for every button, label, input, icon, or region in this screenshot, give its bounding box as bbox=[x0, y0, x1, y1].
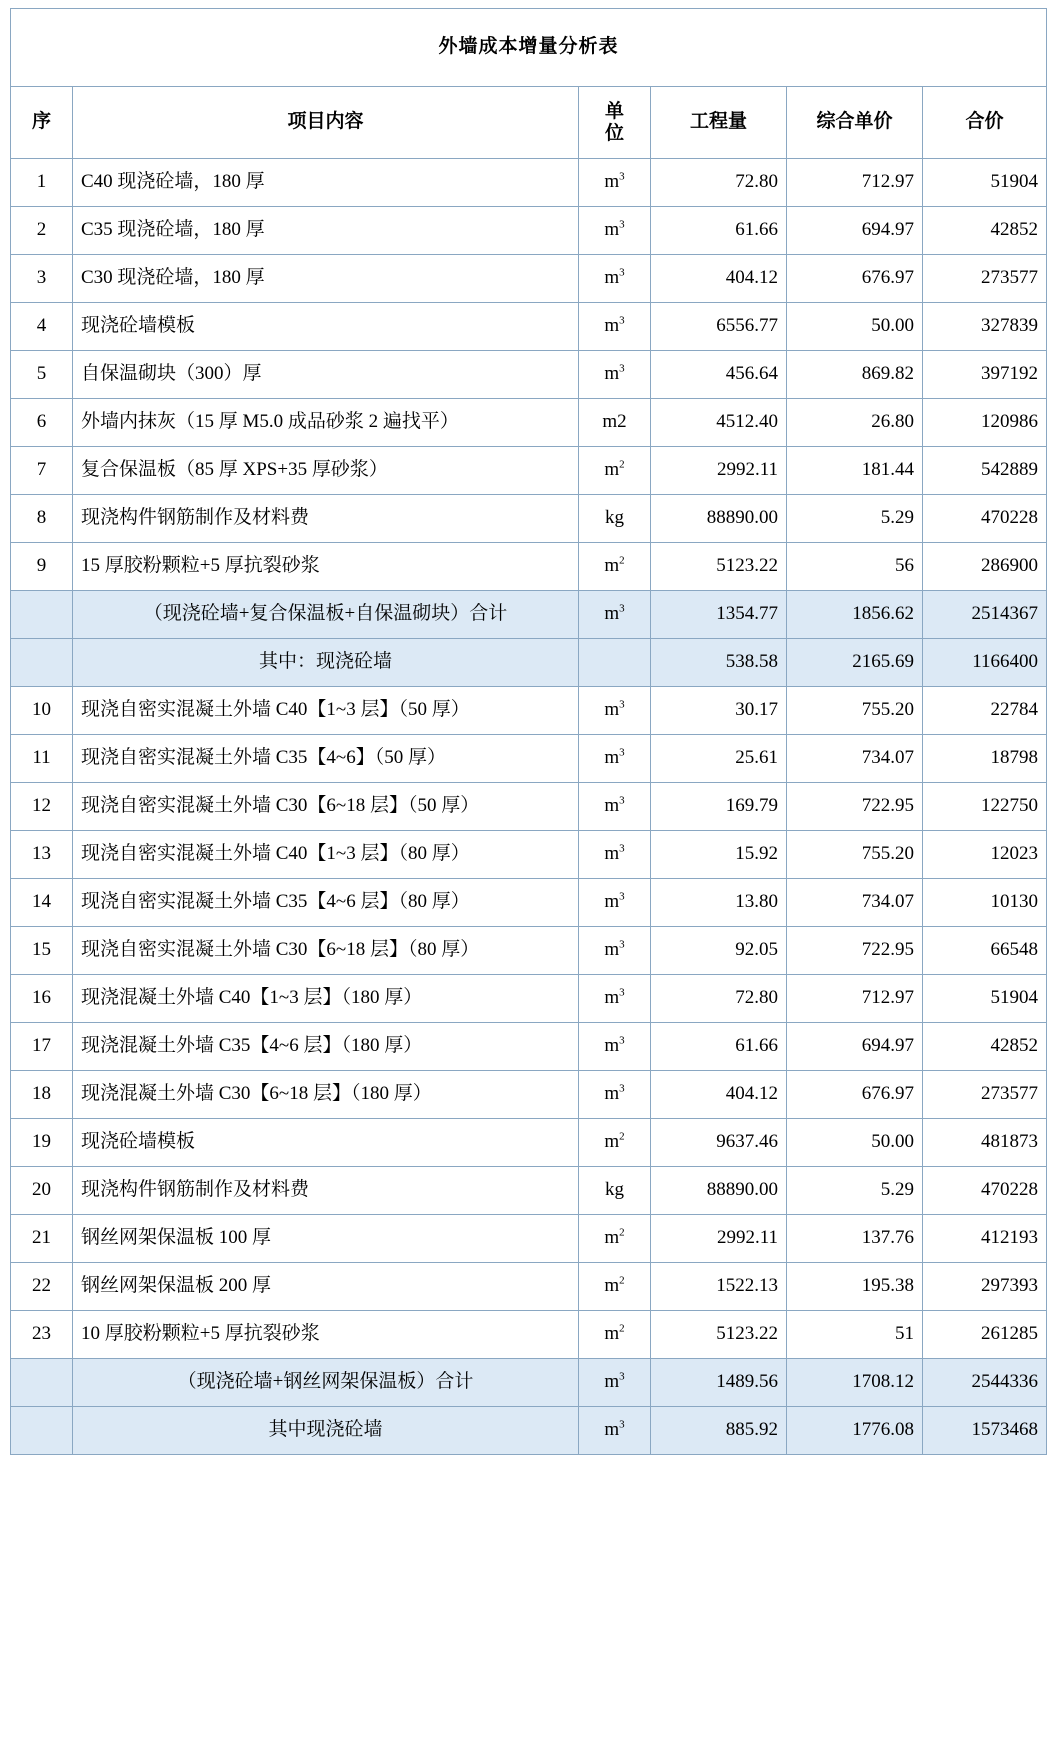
cell-quantity: 72.80 bbox=[651, 975, 787, 1023]
page-title: 外墙成本增量分析表 bbox=[11, 9, 1047, 87]
cell-unit-base: m bbox=[604, 1035, 620, 1057]
cell-unit bbox=[579, 879, 651, 927]
cell-seq: 14 bbox=[11, 879, 73, 927]
cell-seq: 21 bbox=[11, 1215, 73, 1263]
cell-quantity: 4512.40 bbox=[651, 399, 787, 447]
table-body bbox=[11, 9, 1047, 1455]
cell-total: 18798 bbox=[923, 735, 1047, 783]
cell-unit-base: m bbox=[604, 315, 620, 337]
cell-unit bbox=[579, 351, 651, 399]
cell-total: 12023 bbox=[923, 831, 1047, 879]
cell-unit-exponent: 3 bbox=[619, 314, 625, 327]
table-row bbox=[11, 831, 1047, 879]
cell-unit-price: 722.95 bbox=[787, 783, 923, 831]
cell-item: 现浇自密实混凝土外墙 C30【6~18 层】（80 厚） bbox=[73, 927, 579, 975]
cell-unit bbox=[579, 783, 651, 831]
table-row bbox=[11, 1119, 1047, 1167]
cell-unit-exponent: 3 bbox=[619, 938, 625, 951]
cell-unit-base: m bbox=[604, 171, 620, 193]
cell-total: 273577 bbox=[923, 1071, 1047, 1119]
cell-item: C35 现浇砼墙，180 厚 bbox=[73, 207, 579, 255]
table-row bbox=[11, 1071, 1047, 1119]
cell-unit-base: m bbox=[604, 1275, 620, 1297]
table-row bbox=[11, 159, 1047, 207]
column-header-total: 合价 bbox=[923, 87, 1047, 159]
cell-total: 66548 bbox=[923, 927, 1047, 975]
table-row-subtotal bbox=[11, 1359, 1047, 1407]
cell-quantity: 6556.77 bbox=[651, 303, 787, 351]
cell-unit-exponent: 3 bbox=[619, 1370, 625, 1383]
column-header-quantity: 工程量 bbox=[651, 87, 787, 159]
cell-unit-price: 755.20 bbox=[787, 831, 923, 879]
cell-item: 钢丝网架保温板 100 厚 bbox=[73, 1215, 579, 1263]
cell-item: 自保温砌块（300）厚 bbox=[73, 351, 579, 399]
cell-unit bbox=[579, 207, 651, 255]
cell-unit bbox=[579, 399, 651, 447]
cell-unit bbox=[579, 831, 651, 879]
cell-unit bbox=[579, 975, 651, 1023]
table-row bbox=[11, 207, 1047, 255]
cell-unit-base: m2 bbox=[602, 411, 627, 433]
cell-unit-price: 694.97 bbox=[787, 207, 923, 255]
cell-unit-exponent: 3 bbox=[619, 602, 625, 615]
cell-unit bbox=[579, 495, 651, 543]
cell-total: 327839 bbox=[923, 303, 1047, 351]
cell-item: 现浇构件钢筋制作及材料费 bbox=[73, 1167, 579, 1215]
cell-unit-base: m bbox=[604, 795, 620, 817]
cell-unit bbox=[579, 735, 651, 783]
cell-unit-price: 137.76 bbox=[787, 1215, 923, 1263]
cell-total: 2514367 bbox=[923, 591, 1047, 639]
cell-unit-price: 5.29 bbox=[787, 1167, 923, 1215]
cell-seq: 23 bbox=[11, 1311, 73, 1359]
cell-unit bbox=[579, 1023, 651, 1071]
cell-total: 412193 bbox=[923, 1215, 1047, 1263]
cell-seq bbox=[11, 591, 73, 639]
cell-unit-base: m bbox=[604, 267, 620, 289]
cell-unit-price: 676.97 bbox=[787, 1071, 923, 1119]
cell-unit-base: m bbox=[604, 699, 620, 721]
cell-quantity: 13.80 bbox=[651, 879, 787, 927]
cell-unit-exponent: 3 bbox=[619, 218, 625, 231]
cell-item: C40 现浇砼墙，180 厚 bbox=[73, 159, 579, 207]
cell-unit-exponent: 2 bbox=[619, 458, 625, 471]
cell-seq: 16 bbox=[11, 975, 73, 1023]
cell-unit-price: 722.95 bbox=[787, 927, 923, 975]
cell-quantity: 88890.00 bbox=[651, 495, 787, 543]
cell-seq: 3 bbox=[11, 255, 73, 303]
cell-unit bbox=[579, 1119, 651, 1167]
cell-unit-price: 1708.12 bbox=[787, 1359, 923, 1407]
cell-unit bbox=[579, 1215, 651, 1263]
table-row bbox=[11, 927, 1047, 975]
cell-unit-price: 50.00 bbox=[787, 303, 923, 351]
cell-quantity: 1522.13 bbox=[651, 1263, 787, 1311]
cell-seq: 22 bbox=[11, 1263, 73, 1311]
cell-seq: 4 bbox=[11, 303, 73, 351]
cell-unit bbox=[579, 1263, 651, 1311]
title-row bbox=[11, 9, 1047, 87]
table-row bbox=[11, 1263, 1047, 1311]
column-header-unit bbox=[579, 87, 651, 159]
cell-quantity: 61.66 bbox=[651, 1023, 787, 1071]
cell-total: 51904 bbox=[923, 975, 1047, 1023]
cell-total: 261285 bbox=[923, 1311, 1047, 1359]
cell-seq: 8 bbox=[11, 495, 73, 543]
cell-quantity: 88890.00 bbox=[651, 1167, 787, 1215]
cell-unit bbox=[579, 543, 651, 591]
cell-unit-exponent: 3 bbox=[619, 890, 625, 903]
column-header-seq: 序 bbox=[11, 87, 73, 159]
cell-unit bbox=[579, 1311, 651, 1359]
cell-seq: 5 bbox=[11, 351, 73, 399]
cell-seq: 10 bbox=[11, 687, 73, 735]
cell-unit-price: 734.07 bbox=[787, 735, 923, 783]
cell-total: 481873 bbox=[923, 1119, 1047, 1167]
cell-total: 2544336 bbox=[923, 1359, 1047, 1407]
cell-unit-price: 755.20 bbox=[787, 687, 923, 735]
cell-item: 10 厚胶粉颗粒+5 厚抗裂砂浆 bbox=[73, 1311, 579, 1359]
cell-total: 273577 bbox=[923, 255, 1047, 303]
cell-unit-price: 50.00 bbox=[787, 1119, 923, 1167]
cell-unit-base: m bbox=[604, 1323, 620, 1345]
cell-item: 现浇砼墙模板 bbox=[73, 1119, 579, 1167]
cell-seq: 6 bbox=[11, 399, 73, 447]
table-row bbox=[11, 1167, 1047, 1215]
cell-item: 其中：现浇砼墙 bbox=[73, 639, 579, 687]
cell-seq: 17 bbox=[11, 1023, 73, 1071]
cell-total: 120986 bbox=[923, 399, 1047, 447]
cell-total: 42852 bbox=[923, 207, 1047, 255]
cell-item: 现浇混凝土外墙 C35【4~6 层】（180 厚） bbox=[73, 1023, 579, 1071]
cell-unit-exponent: 3 bbox=[619, 986, 625, 999]
cell-total: 397192 bbox=[923, 351, 1047, 399]
cell-unit-exponent: 3 bbox=[619, 794, 625, 807]
cell-unit-base: m bbox=[604, 363, 620, 385]
cell-item: 现浇自密实混凝土外墙 C40【1~3 层】（80 厚） bbox=[73, 831, 579, 879]
cell-seq: 1 bbox=[11, 159, 73, 207]
cell-quantity: 61.66 bbox=[651, 207, 787, 255]
cell-seq: 7 bbox=[11, 447, 73, 495]
cell-total: 542889 bbox=[923, 447, 1047, 495]
table-row bbox=[11, 1023, 1047, 1071]
cell-item: 现浇砼墙模板 bbox=[73, 303, 579, 351]
cell-quantity: 885.92 bbox=[651, 1407, 787, 1455]
cell-unit-price: 5.29 bbox=[787, 495, 923, 543]
cell-seq bbox=[11, 1407, 73, 1455]
cell-item: 复合保温板（85 厚 XPS+35 厚砂浆） bbox=[73, 447, 579, 495]
cell-quantity: 169.79 bbox=[651, 783, 787, 831]
cell-unit-base: m bbox=[604, 843, 620, 865]
cell-unit bbox=[579, 1167, 651, 1215]
cell-unit-exponent: 2 bbox=[619, 1274, 625, 1287]
cell-item: 现浇自密实混凝土外墙 C30【6~18 层】（50 厚） bbox=[73, 783, 579, 831]
cell-unit-base: m bbox=[604, 747, 620, 769]
cell-unit-price: 734.07 bbox=[787, 879, 923, 927]
cell-item: C30 现浇砼墙，180 厚 bbox=[73, 255, 579, 303]
cell-unit-exponent: 2 bbox=[619, 1322, 625, 1335]
cell-unit-base: m bbox=[604, 555, 620, 577]
cell-unit-base: m bbox=[604, 939, 620, 961]
cell-item: 现浇构件钢筋制作及材料费 bbox=[73, 495, 579, 543]
cell-unit-price: 712.97 bbox=[787, 975, 923, 1023]
cell-unit bbox=[579, 1359, 651, 1407]
cell-item: （现浇砼墙+钢丝网架保温板）合计 bbox=[73, 1359, 579, 1407]
cell-item: 现浇混凝土外墙 C30【6~18 层】（180 厚） bbox=[73, 1071, 579, 1119]
table-row bbox=[11, 1311, 1047, 1359]
table-row-subtotal bbox=[11, 591, 1047, 639]
cell-item: 现浇自密实混凝土外墙 C40【1~3 层】（50 厚） bbox=[73, 687, 579, 735]
table-row bbox=[11, 783, 1047, 831]
cell-quantity: 9637.46 bbox=[651, 1119, 787, 1167]
cell-seq: 12 bbox=[11, 783, 73, 831]
cell-unit bbox=[579, 639, 651, 687]
table-row bbox=[11, 975, 1047, 1023]
cell-unit-price: 26.80 bbox=[787, 399, 923, 447]
table-row bbox=[11, 1215, 1047, 1263]
cell-item: 外墙内抹灰（15 厚 M5.0 成品砂浆 2 遍找平） bbox=[73, 399, 579, 447]
cell-seq bbox=[11, 1359, 73, 1407]
cell-unit-base: m bbox=[604, 1371, 620, 1393]
cell-unit-price: 869.82 bbox=[787, 351, 923, 399]
cell-unit bbox=[579, 447, 651, 495]
cell-unit bbox=[579, 1071, 651, 1119]
cell-seq: 9 bbox=[11, 543, 73, 591]
table-row bbox=[11, 303, 1047, 351]
cell-unit-price: 2165.69 bbox=[787, 639, 923, 687]
cell-unit-price: 195.38 bbox=[787, 1263, 923, 1311]
cell-unit-exponent: 3 bbox=[619, 266, 625, 279]
cell-quantity: 92.05 bbox=[651, 927, 787, 975]
table-row bbox=[11, 495, 1047, 543]
table-row-subtotal bbox=[11, 639, 1047, 687]
cell-total: 470228 bbox=[923, 495, 1047, 543]
cell-total: 42852 bbox=[923, 1023, 1047, 1071]
cell-quantity: 25.61 bbox=[651, 735, 787, 783]
cell-unit-exponent: 3 bbox=[619, 1082, 625, 1095]
cell-item: 15 厚胶粉颗粒+5 厚抗裂砂浆 bbox=[73, 543, 579, 591]
cell-seq: 18 bbox=[11, 1071, 73, 1119]
cell-unit bbox=[579, 687, 651, 735]
cell-quantity: 456.64 bbox=[651, 351, 787, 399]
cell-unit-price: 181.44 bbox=[787, 447, 923, 495]
cell-seq: 19 bbox=[11, 1119, 73, 1167]
cell-unit-exponent: 3 bbox=[619, 1034, 625, 1047]
cell-unit-exponent: 3 bbox=[619, 746, 625, 759]
cell-quantity: 2992.11 bbox=[651, 1215, 787, 1263]
cell-unit-exponent: 3 bbox=[619, 170, 625, 183]
cell-unit-exponent: 3 bbox=[619, 362, 625, 375]
column-header-unit-line1: 单 bbox=[604, 100, 624, 122]
cell-unit-base: kg bbox=[605, 507, 624, 529]
cell-seq: 11 bbox=[11, 735, 73, 783]
cell-item: 现浇自密实混凝土外墙 C35【4~6 层】（80 厚） bbox=[73, 879, 579, 927]
cell-item: 现浇自密实混凝土外墙 C35【4~6】（50 厚） bbox=[73, 735, 579, 783]
table-row bbox=[11, 735, 1047, 783]
cell-unit-base: m bbox=[604, 1083, 620, 1105]
cell-unit-price: 712.97 bbox=[787, 159, 923, 207]
cell-unit-price: 51 bbox=[787, 1311, 923, 1359]
cell-total: 122750 bbox=[923, 783, 1047, 831]
cell-quantity: 1489.56 bbox=[651, 1359, 787, 1407]
cell-unit-base: m bbox=[604, 1419, 620, 1441]
cell-unit bbox=[579, 1407, 651, 1455]
column-header-unit-price: 综合单价 bbox=[787, 87, 923, 159]
cell-total: 22784 bbox=[923, 687, 1047, 735]
cell-unit bbox=[579, 303, 651, 351]
cell-total: 1573468 bbox=[923, 1407, 1047, 1455]
table-row-subtotal bbox=[11, 1407, 1047, 1455]
cell-quantity: 15.92 bbox=[651, 831, 787, 879]
cell-seq: 15 bbox=[11, 927, 73, 975]
cell-item: 其中现浇砼墙 bbox=[73, 1407, 579, 1455]
cell-unit-exponent: 3 bbox=[619, 698, 625, 711]
cell-unit-price: 694.97 bbox=[787, 1023, 923, 1071]
table-row bbox=[11, 879, 1047, 927]
cell-unit bbox=[579, 159, 651, 207]
cell-quantity: 2992.11 bbox=[651, 447, 787, 495]
cell-unit-exponent: 3 bbox=[619, 1418, 625, 1431]
cell-total: 10130 bbox=[923, 879, 1047, 927]
cell-item: 现浇混凝土外墙 C40【1~3 层】（180 厚） bbox=[73, 975, 579, 1023]
cell-quantity: 5123.22 bbox=[651, 543, 787, 591]
cell-unit-base: m bbox=[604, 987, 620, 1009]
cell-quantity: 1354.77 bbox=[651, 591, 787, 639]
cell-quantity: 5123.22 bbox=[651, 1311, 787, 1359]
cell-unit-base: m bbox=[604, 459, 620, 481]
cell-unit-base: m bbox=[604, 1227, 620, 1249]
cell-unit-exponent: 2 bbox=[619, 1130, 625, 1143]
cell-quantity: 538.58 bbox=[651, 639, 787, 687]
cell-unit-base: m bbox=[604, 603, 620, 625]
table-row bbox=[11, 543, 1047, 591]
table-row bbox=[11, 447, 1047, 495]
table-row bbox=[11, 399, 1047, 447]
cell-seq bbox=[11, 639, 73, 687]
cell-total: 470228 bbox=[923, 1167, 1047, 1215]
table-row bbox=[11, 687, 1047, 735]
cell-unit bbox=[579, 255, 651, 303]
cell-unit-price: 676.97 bbox=[787, 255, 923, 303]
cell-unit-exponent: 2 bbox=[619, 554, 625, 567]
cell-seq: 2 bbox=[11, 207, 73, 255]
cell-unit-price: 56 bbox=[787, 543, 923, 591]
cell-total: 297393 bbox=[923, 1263, 1047, 1311]
cell-unit-price: 1776.08 bbox=[787, 1407, 923, 1455]
cell-quantity: 72.80 bbox=[651, 159, 787, 207]
cell-total: 51904 bbox=[923, 159, 1047, 207]
table-row bbox=[11, 255, 1047, 303]
cell-quantity: 30.17 bbox=[651, 687, 787, 735]
cell-unit-exponent: 3 bbox=[619, 842, 625, 855]
cell-unit bbox=[579, 927, 651, 975]
cell-item: 钢丝网架保温板 200 厚 bbox=[73, 1263, 579, 1311]
cell-unit-base: m bbox=[604, 1131, 620, 1153]
cell-seq: 20 bbox=[11, 1167, 73, 1215]
cell-unit-price: 1856.62 bbox=[787, 591, 923, 639]
cell-unit-base: kg bbox=[605, 1179, 624, 1201]
column-header-item: 项目内容 bbox=[73, 87, 579, 159]
cell-quantity: 404.12 bbox=[651, 255, 787, 303]
column-header-unit-line2: 位 bbox=[604, 122, 624, 144]
table-header-row bbox=[11, 87, 1047, 159]
table-row bbox=[11, 351, 1047, 399]
cell-quantity: 404.12 bbox=[651, 1071, 787, 1119]
cell-unit-base: m bbox=[604, 219, 620, 241]
cell-total: 286900 bbox=[923, 543, 1047, 591]
cell-unit-base: m bbox=[604, 891, 620, 913]
cell-unit-exponent: 2 bbox=[619, 1226, 625, 1239]
cost-analysis-table bbox=[10, 8, 1047, 1455]
cell-unit bbox=[579, 591, 651, 639]
cell-seq: 13 bbox=[11, 831, 73, 879]
cell-total: 1166400 bbox=[923, 639, 1047, 687]
cell-item: （现浇砼墙+复合保温板+自保温砌块）合计 bbox=[73, 591, 579, 639]
